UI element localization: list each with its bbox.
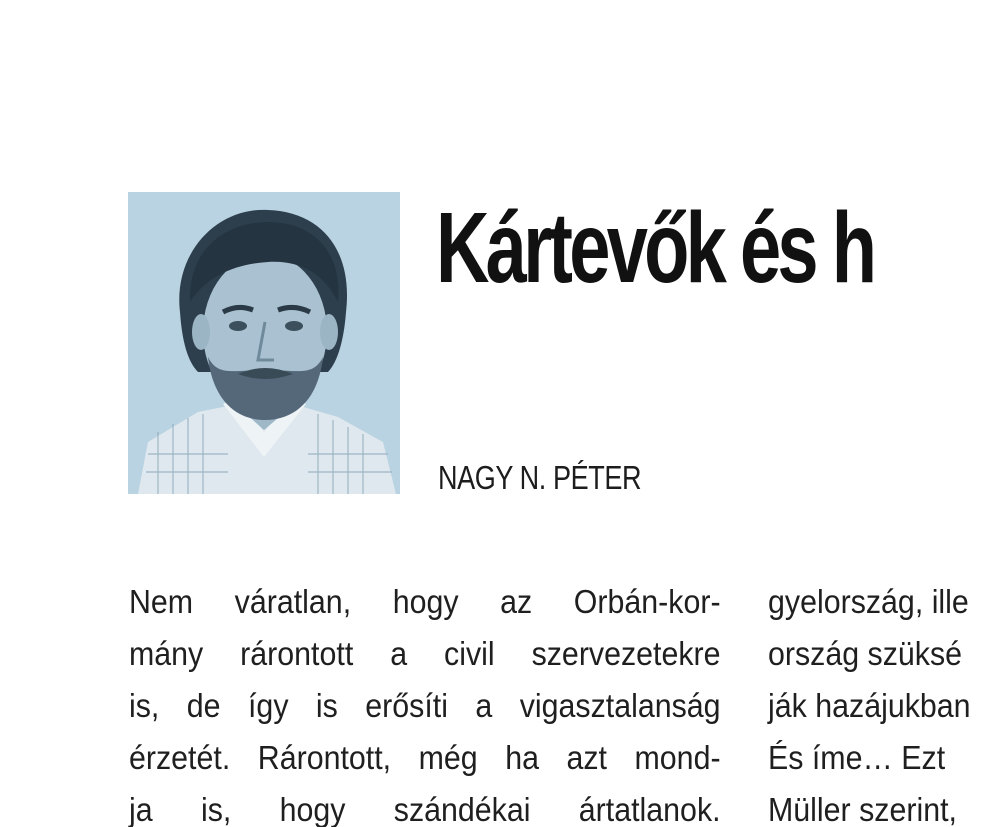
body-line: Müller szerint, bbox=[768, 791, 957, 827]
body-line: érzetét. Rárontott, még ha azt mond- bbox=[129, 739, 721, 776]
body-line: gyelország, ille bbox=[768, 583, 969, 620]
body-line: ja is, hogy szándékai ártatlanok. bbox=[129, 791, 721, 827]
body-line: ország szüksé bbox=[768, 635, 963, 672]
body-line: mány rárontott a civil szervezetekre bbox=[129, 635, 721, 672]
author-byline: NAGY N. PÉTER bbox=[438, 459, 642, 496]
body-column-right bbox=[768, 578, 1000, 827]
author-portrait-icon bbox=[128, 192, 400, 494]
body-line: ják hazájukban bbox=[768, 687, 971, 724]
body-column-left bbox=[129, 578, 721, 827]
author-photo bbox=[128, 192, 400, 494]
body-line: És íme… Ezt bbox=[768, 739, 946, 776]
article-headline: Kártevők és h bbox=[436, 192, 874, 304]
body-line: is, de így is erősíti a vigasztalanság bbox=[129, 687, 721, 724]
body-line: Nem váratlan, hogy az Orbán-kor- bbox=[129, 583, 721, 620]
